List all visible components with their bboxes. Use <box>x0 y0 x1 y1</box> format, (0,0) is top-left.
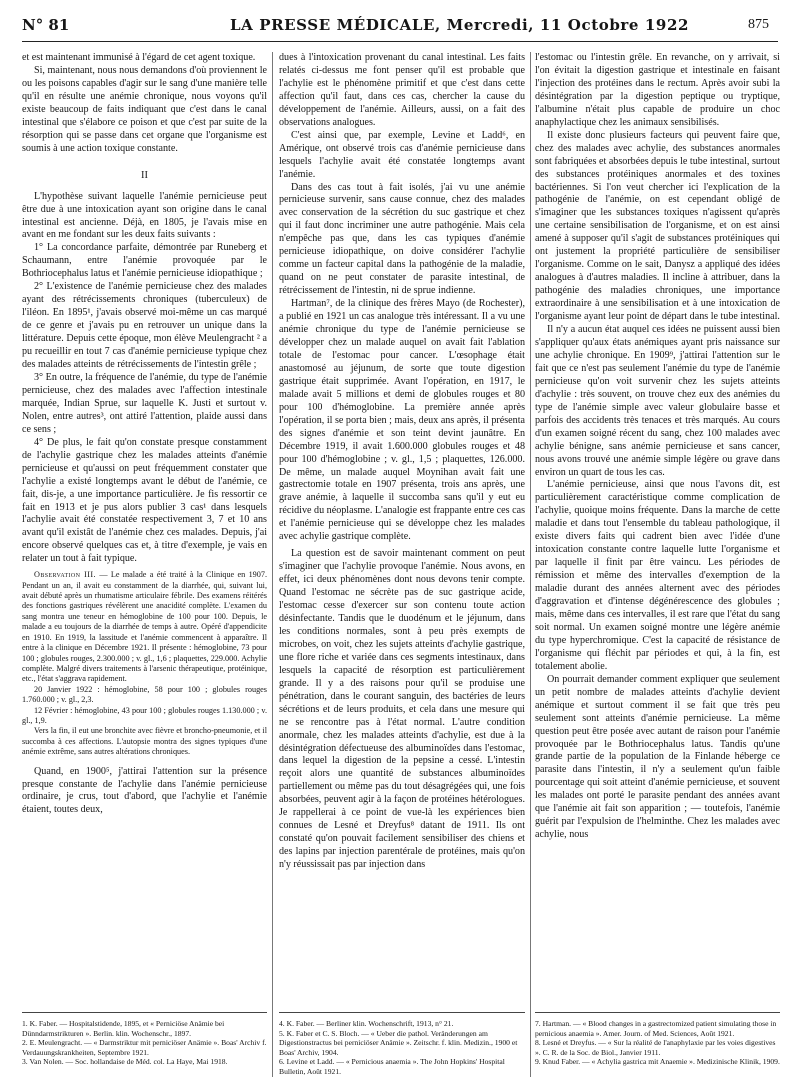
running-title: LA PRESSE MÉDICALE, Mercredi, 11 Octobre 1922 <box>230 16 690 34</box>
footnote-rule <box>279 1012 525 1013</box>
column-middle <box>279 52 525 1007</box>
header-rule <box>22 41 778 42</box>
footnote: 9. Knud Faber. — « Achylia gastrica mit Anaemie ». Medizinische Klinik, 1909. <box>535 1057 780 1067</box>
column-divider <box>530 52 531 1077</box>
observation-text: — Le malade a été traité à la Clinique en 1907. Pendant un an, il avait eu constamment de la diarrhée, qui, suivant lui, avait débuté après un rhumatisme articulaire fébrile. Des examens réitérés des fonctions gastriques révélèrent une anacidité complète. L'examen du sang montra une teneur en hémoglobine de 100 pour 100. Depuis, le malade a eu toujours de la diarrhée de temps à autre. Opéré d'appendicite en 1910. En 1919, la lassitude et l'anémie commencent à apparaître. Il entre à la clinique en Décembre 1921. Il présente : hémoglobine, 73 pour 100 ; globules rouges, 2.300.000 ; v. gl., 1,6 ; plaquettes, 229.000. Achylie complète. Malgré divers traitements à l'arsenic thérapeutique, protéinique, etc., l'état s'aggrava rapidement. <box>22 570 267 684</box>
paragraph: 1° La concordance parfaite, démontrée par Runeberg et Schaumann, entre l'anémie provoquée par le Bothriocephalus latus et l'anémie pernicieuse idiopathique ; <box>22 242 267 280</box>
column-right <box>535 52 780 1017</box>
paragraph: 3° En outre, la fréquence de l'anémie, du type de l'anémie pernicieuse, chez des malades avec l'affection intestinale marquée, Indian Sprue, sur laquelle K. Justi et surtout v. Nolen, entre autres³, ont attiré l'attention, plaide aussi dans ce sens ; <box>22 371 267 435</box>
paragraph: Si, maintenant, nous nous demandons d'où proviennent le ou les poisons capables d'agir sur le sang d'une manière telle qu'il en résulte une anémie chronique, nous voyons qu'il existe beaucoup de faits indiquant que c'est dans le canal intestinal que s'élabore ce poison et que c'est par suite de la résorption qui se passe dans cet organe que l'organisme est soumis à une action toxique constante. <box>22 64 267 154</box>
paragraph: Hartman⁷, de la clinique des frères Mayo (de Rochester), a publié en 1921 un cas analogue très intéressant. Il a vu une anémie chronique du type de l'anémie pernicieuse se développer chez un malade auquel on avait fait l'ablation totale de l'estomac pour cancer. L'œsophage était anastomosé au jéjunum, de sorte que toute digestion gastrique était supprimée. Avant l'opération, en 1917, le malade avait 5 millions et demi de globules rouges et 80 pour 100 d'hémoglobine. La première année après l'opération, il se porta bien ; mais, deux ans après, il présenta des signes d'anémie et son teint devint jaunâtre. En Décembre 1919, il avait 1.600.000 globules rouges et 48 pour 100 d'hémoglobine ; v. gl., 1,5 ; plaquettes, 126.000. De même, un malade auquel Moynihan avait fait une gastrectomie totale en 1907 présenta, trois ans après, une grave anémie, à laquelle il succomba sans qu'il y eut eu récidive du néoplasme. L'analogie est frappante entre ces cas et l'anémie pernicieuse qui se développe chez les malades avec achylie gastrique complète. <box>279 298 525 543</box>
footnote: 5. K. Faber et C. S. Bloch. — « Ueber die pathol. Veränderungen am Digestionstractus bei perniciöser Anämie ». Zeitschr. f. klin. Medizin., 1900 et Boas' Archiv, 1904. <box>279 1028 518 1057</box>
column-left <box>22 52 267 1007</box>
footnote: 1. K. Faber. — Hospitalstidende, 1895, et « Perniciöse Anämie bei Dünndarmstrikturen ». Berlin. klin. Wochenschr., 1897. <box>22 1019 225 1038</box>
paragraph: L'hypothèse suivant laquelle l'anémie pernicieuse peut être due à une intoxication ayant son origine dans le canal intestinal est ancienne. Déjà, en 1805, je l'avais mise en avant en me fondant sur les deux faits suivants : <box>22 190 267 241</box>
paragraph: Quand, en 1900⁵, j'attirai l'attention sur la présence presque constante de l'achylie dans l'anémie pernicieuse ordinaire, je crus, tout d'abord, que l'achylie et l'anémie étaient, toutes deux, <box>22 765 267 816</box>
paragraph: Il n'y a aucun état auquel ces idées ne puissent aussi bien s'appliquer qu'aux états anémiques ayant pris naissance sur une achylie chronique. En 1909⁹, j'attirai l'attention sur le fait que ce n'est pas seulement l'anémie du type de l'anémie pernicieuse qu'on voit survenir chez les sujets atteints d'achylie : très souvent, on trouve chez eux des anémies du type de l'anémie simple avec valeur globulaire basse et parfois des accidents très tenaces et très marqués. Au cours d'un examen soigné récent du sang, chez 100 malades avec achylie bénigne, sans anémie pernicieuse et sans cancer, nous avons trouvé une anémie simple légère ou grave dans environ un quart de tous les cas. <box>535 324 780 478</box>
paragraph: l'estomac ou l'intestin grêle. En revanche, on y arrivait, si l'on évitait la digestion gastrique et intestinale en faisant l'injection des protéines dans le rectum. Après avoir subi la désintégration par la digestion peptique ou tryptique, l'albumine n'était plus capable de produire un choc anaphylactique chez les animaux sensibilisés. <box>535 52 780 128</box>
section-heading: II <box>141 169 148 181</box>
paragraph: et est maintenant immunisé à l'égard de cet agent toxique. <box>22 52 256 63</box>
observation-title: Observation III. <box>34 570 96 580</box>
footnote: 7. Hartman. — « Blood changes in a gastrectomized patient simulating those in pernicious anaemia ». Amer. Journ. of Med. Sciences, Août 1921. <box>535 1019 777 1038</box>
paragraph: L'anémie pernicieuse, ainsi que nous l'avons dit, est particulièrement caractéristique comme complication de l'achylie, quoique moins fréquente. Dans la marche de cette maladie et dans tout l'ensemble du tableau pathologique, il existe divers faits qui cadrent bien avec l'idée d'une intoxication constante contre laquelle lutte l'organisme et par laquelle il finit par être vaincu. Les périodes de rémission et même des intervalles d'exemption de la maladie durant des années alternent avec des périodes d'aggravation et d'intense dégénérescence des globules ; mais, même dans ces intervalles, il est rare que l'état du sang soit normal. Un examen soigné montre une légère anémie du type hyperchromique. C'est la capacité de résistance de l'organisme qui fléchit par périodes et qui, à la fin, est totalement abolie. <box>535 479 780 672</box>
paragraph: Dans des cas tout à fait isolés, j'ai vu une anémie pernicieuse survenir, sans cause connue, chez des malades avec conservation de la sécrétion du suc gastrique et chez qui il faut donc incriminer une autre pathogénie. Mais cela n'empêche pas que, dans les cas typiques d'anémie pernicieuse idiopathique, on doive considérer l'achylie comme un facteur capital dans la pathogénie de la maladie, quand on ne peut constater de parasite intestinal, de rétrécissement de l'intestin, ni de sprue indienne. <box>279 181 525 297</box>
paragraph: On pourrait demander comment expliquer que seulement un petit nombre de malades atteints d'achylie devient anémique et surtout comment il se fait que très peu seulement sont atteints d'anémie pernicieuse. La même question peut être posée avec autant de raison pour l'anémie provoquée par le Bothriocephalus latus. Tandis qu'une grande partie de la population de la Finlande héberge ce parasite dans l'intestin, il n'y a seulement qu'un faible pourcentage qui soit atteint d'anémie pernicieuse, et souvent les malades ont porté le parasite pendant des années avant que l'anémie ait fait son apparition ; — toutefois, l'anémie guérit par l'expulsion de l'helminthe. Chez les malades avec achylie, nous <box>535 673 780 841</box>
footnotes-right <box>535 1019 780 1067</box>
footnote-rule <box>535 1012 780 1013</box>
observation-paragraph <box>22 570 267 684</box>
column-divider <box>272 52 273 1077</box>
page-number: 875 <box>748 17 769 32</box>
footnotes-middle <box>279 1019 525 1077</box>
paragraph: 2° L'existence de l'anémie pernicieuse chez des malades ayant des rétrécissements chroniques (tuberculeux) de l'iléon. En 1895¹, j'avais observé moi-même un cas marqué de ce genre et j'avais pu en retrouver un unique dans la littérature. Depuis cette époque, mon élève Meulengracht ² a pu recueillir en tout 7 cas d'anémie pernicieuse typique chez des malades atteints de rétrécissements de l'intestin grêle ; <box>22 281 267 371</box>
observation-paragraph: Vers la fin, il eut une bronchite avec fièvre et broncho-pneumonie, et il succomba à ces affections. L'autopsie montra des signes typiques d'une anémie extrême, sans autres altérations chroniques. <box>22 726 267 757</box>
footnote: 3. Van Nolen. — Soc. hollandaise de Méd. col. La Haye, Mai 1918. <box>22 1057 228 1067</box>
footnote: 6. Levine et Ladd. — « Pernicious anaemia ». The John Hopkins' Hospital Bulletin, Août 1921. <box>279 1057 505 1076</box>
footnote: 2. E. Meulengracht. — « Darmstriktur mit perniciöser Anämie ». Boas' Archiv f. Verdauungskrankheiten, Septembre 1921. <box>22 1038 267 1057</box>
footnotes-left <box>22 1019 267 1067</box>
paragraph: 4° De plus, le fait qu'on constate presque constamment de l'achylie gastrique chez les malades atteints d'anémie pernicieuse et qu'aussi on peut fréquemment constater que l'achylie a existé longtemps avant le début de l'anémie, ce fait, dis-je, a une importance particulière. Je fis ressortir ce fait en 1913 et je pus alors publier 3 cas¹ dans lesquels l'achylie avait été constatée respectivement 3, 7 et 10 ans avant qu'il existât de l'anémie chez ces malades. Depuis, j'ai encore observé quelques cas et, à titre d'exemple, je vais en relater un tout à fait typique. <box>22 436 267 565</box>
observation-paragraph: 20 Janvier 1922 : hémoglobine, 58 pour 100 ; globules rouges 1.760.000 ; v. gl., 2,3. <box>22 684 267 705</box>
issue-number: N° 81 <box>22 16 70 34</box>
footnote: 8. Lesné et Dreyfus. — « Sur la réalité de l'anaphylaxie par les voies digestives ». C. R. de la Soc. de Biol., Janvier 1911. <box>535 1038 776 1057</box>
footnote-rule <box>22 1012 267 1013</box>
paragraph: dues à l'intoxication provenant du canal intestinal. Les faits relatés ci-dessus me font penser qu'il est probable que l'achylie est le phénomène primitif et que c'est dans cette affection qu'il faut, dans ces cas, chercher la cause du développement de l'anémie. Ailleurs, aussi, on a fait des observations analogues. <box>279 52 525 128</box>
paragraph: La question est de savoir maintenant comment on peut s'imaginer que l'achylie provoque l'anémie. Nous avons, en effet, ici deux phénomènes dont nous devons tenir compte. Quand l'estomac ne sécrète pas de suc gastrique acide, l'estomac cesse d'exercer sur son contenu toute action désinfectante. Tandis que le duodénum et le jéjunum, dans les conditions normales, sont à peu près exempts de microbes, on voit, chez les sujets atteints d'achylie gastrique, une flore riche et variée dans ces segments intestinaux, dans lesquels la capacité de résorption est particulièrement grande. Il y a des raisons pour qu'il se produise une pénétration, dans le courant sanguin, des bactéries de leurs sécrétions et de leurs produits, et cela dans une mesure qui ne se rencontre pas à l'état normal. L'autre condition anormale, chez les malades atteints d'achylie, est due à la désintégration défectueuse des albuminoïdes dans l'estomac, dans lequel la digestion de la pepsine a cessé. L'intestin reçoit alors une quantité de substances albuminoïdes partiellement ou même pas du tout désagrégées qui, une fois absorbées, peuvent agir à la façon de protéines hétérologues. Je rappellerai à ce point de vue-là les expériences bien connues de Lesné et Dreyfus⁸ datant de 1911. Ils ont constaté qu'on pouvait facilement sensibiliser des chiens et des lapins par injection parentérale de protéines, mais qu'on n'y réussissait pas par injection dans <box>279 548 525 871</box>
observation-paragraph: 12 Février : hémoglobine, 43 pour 100 ; globules rouges 1.130.000 ; v. gl., 1,9. <box>22 705 267 725</box>
paragraph: C'est ainsi que, par exemple, Levine et Ladd⁶, en Amérique, ont observé trois cas d'anémie pernicieuse dans lesquels l'achylie avait été constatée longtemps avant l'anémie. <box>279 129 525 180</box>
paragraph: Il existe donc plusieurs facteurs qui peuvent faire que, chez des malades avec achylie, des substances anormales sont fabriquées et absorbées depuis le tube intestinal, surtout des substances protéiniques anormales et des toxines bactériennes. Si l'on veut chercher ici l'explication de la pathogénie de l'anémie, on est cependant obligé de s'imaginer que les substances toxiques n'agissent qu'après une certaine sensibilisation de l'organisme, et on est ainsi amené à supposer qu'il s'agit de substances protéiniques qui ont justement la propriété particulière de sensibiliser l'organisme. Comme on le sait, Danysz a appliqué des idées analogues à d'autres maladies. Il incline à attribuer, dans la pathogénie des maladies chroniques, une importance extraordinaire à une sensibilisation et à une intoxication de l'organisme ayant leur point de départ dans le tube intestinal. <box>535 129 780 323</box>
footnote: 4. K. Faber. — Berliner klin. Wochenschrift, 1913, n° 21. <box>279 1019 454 1028</box>
